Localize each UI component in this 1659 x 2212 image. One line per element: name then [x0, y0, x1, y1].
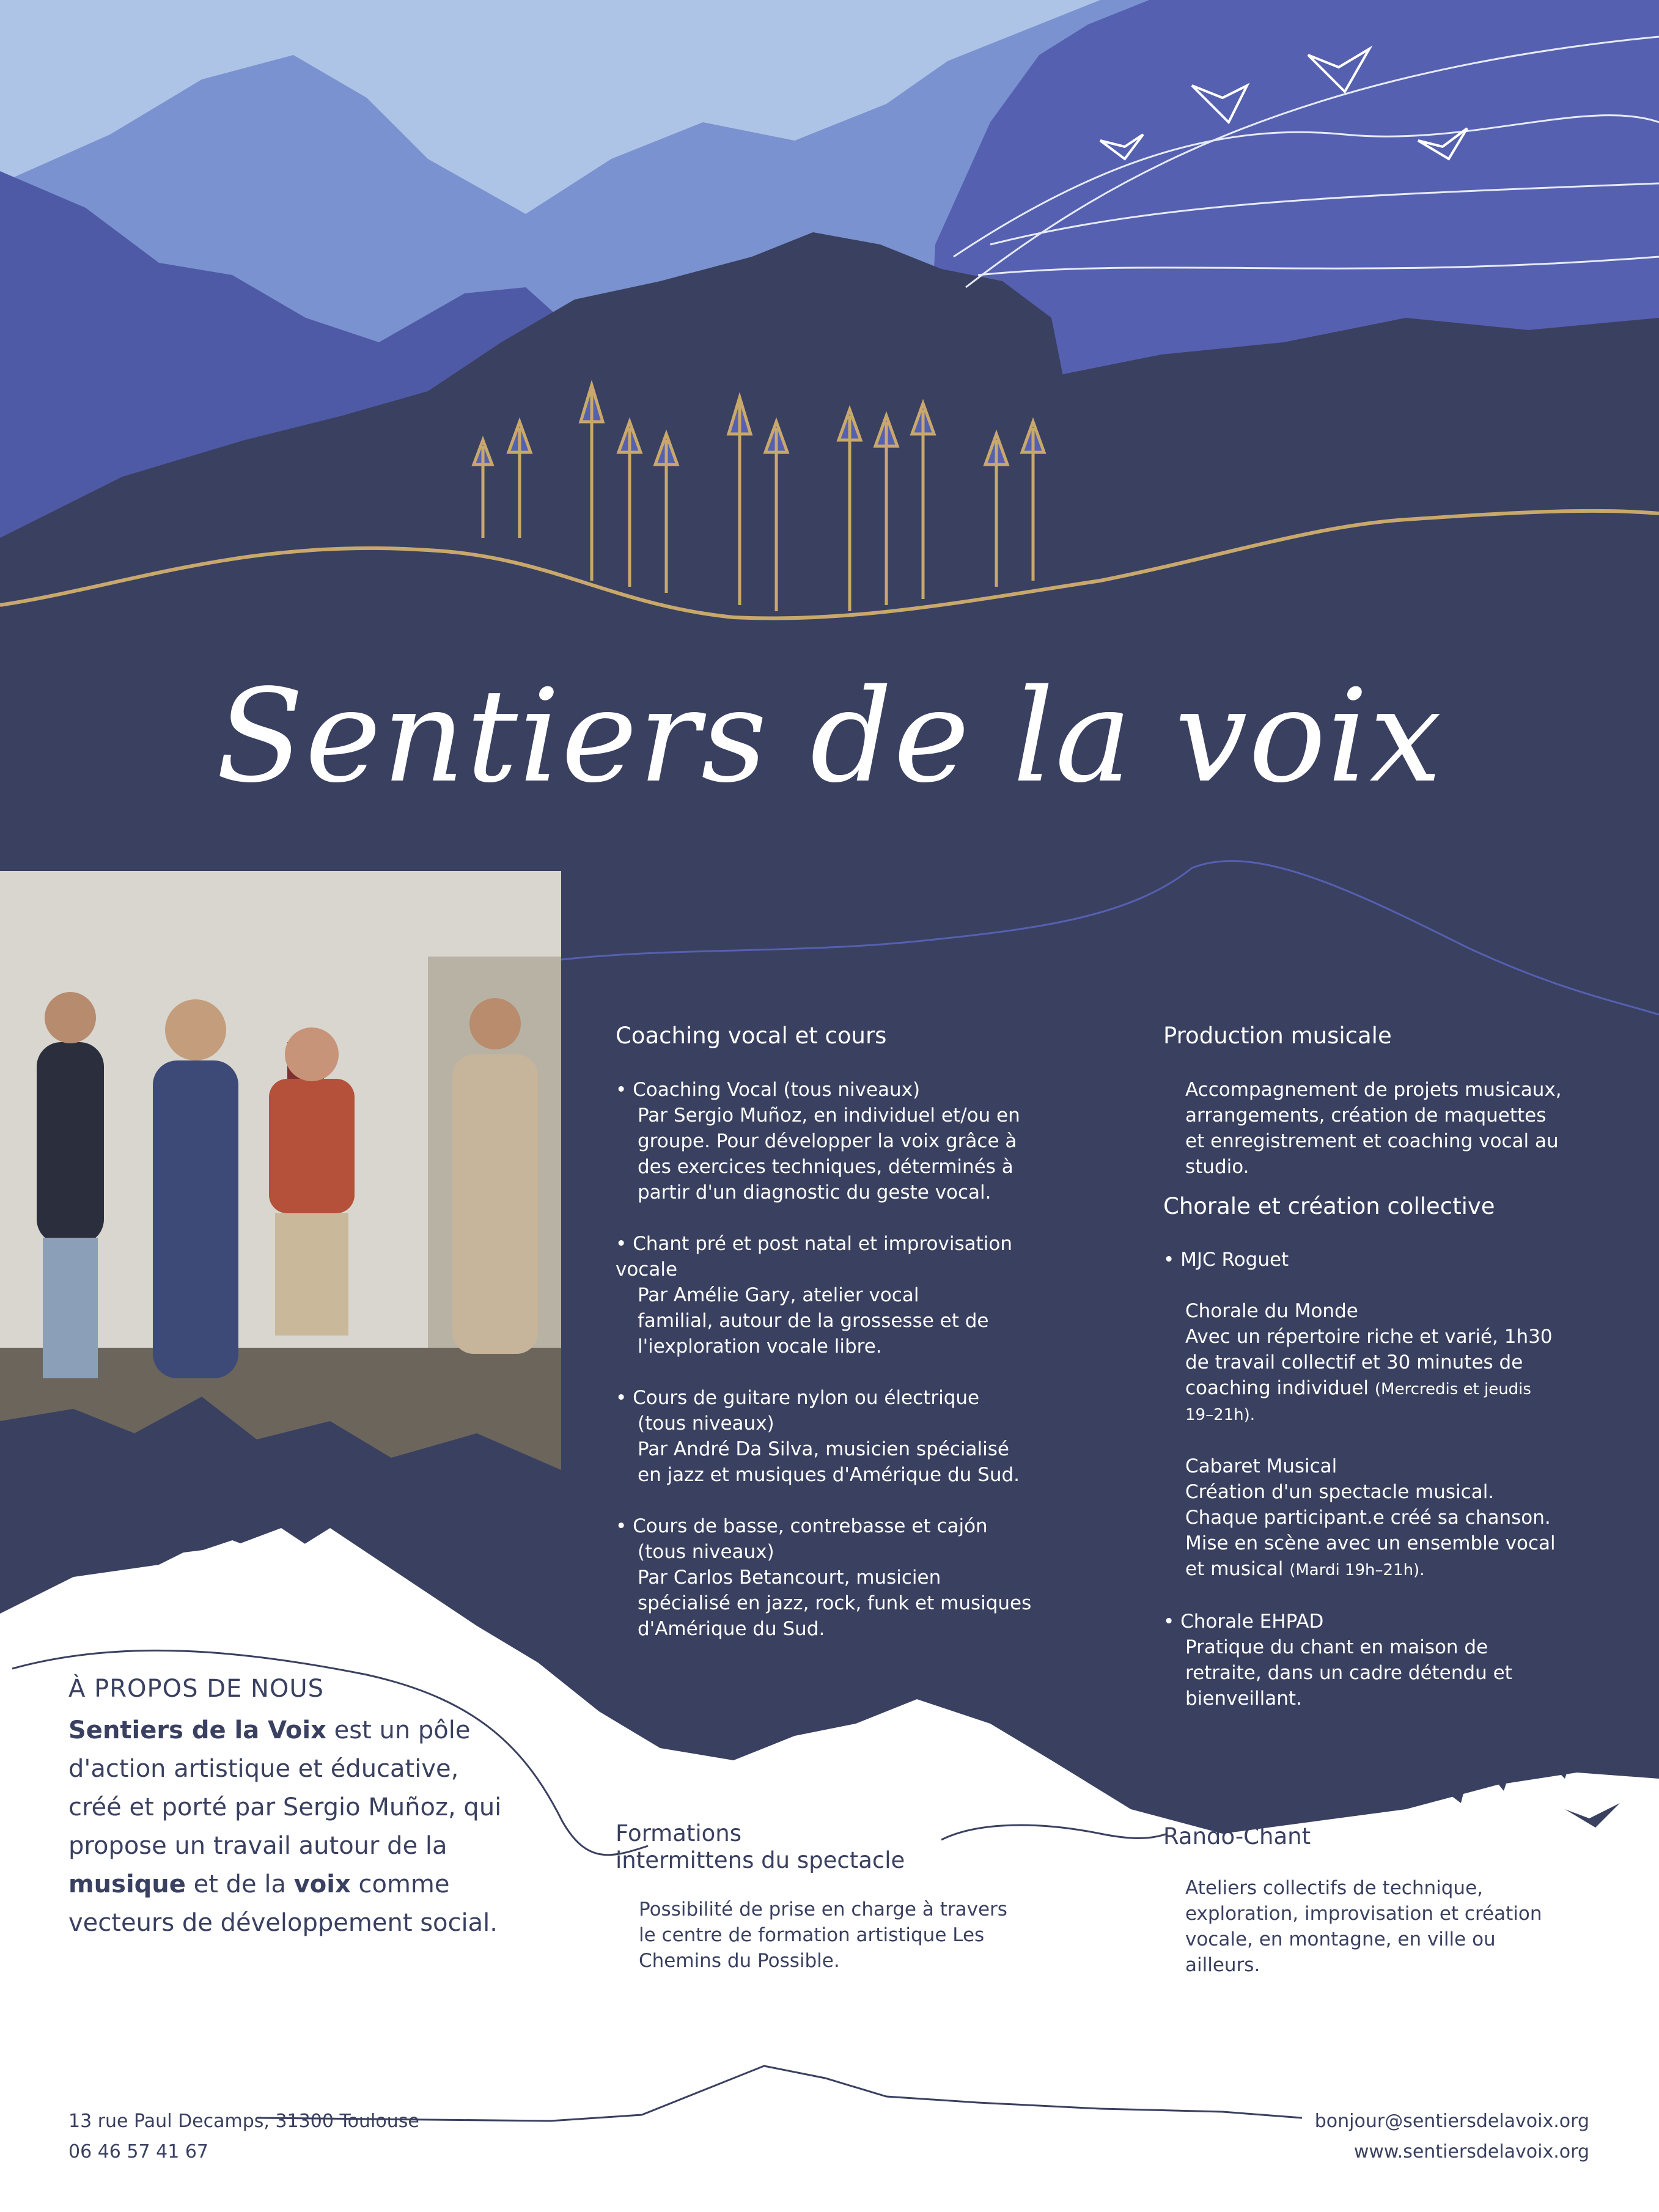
about-heading: À PROPOS DE NOUS	[68, 1675, 325, 1703]
production-line: arrangements, création de maquettes	[1185, 1104, 1547, 1126]
coaching-item-3-title: • Cours de guitare nylon ou électrique	[616, 1387, 980, 1409]
formations-line: Chemins du Possible.	[639, 1950, 840, 1972]
chorale-monde-note-2: 19–21h).	[1185, 1406, 1256, 1424]
chorale-cabaret-line: et musical	[1185, 1558, 1284, 1580]
coaching-item-4-line: Par Carlos Betancourt, musicien	[638, 1567, 941, 1589]
coaching-item-3-line: Par André Da Silva, musicien spécialisé	[638, 1438, 1009, 1460]
chorale-monde-title: Chorale du Monde	[1185, 1300, 1358, 1322]
about-text-part: est un pôle d'action artistique et éducative, créé et porté par Sergio Muñoz, qui propose un travail autour de la	[68, 1716, 502, 1860]
coaching-item-2-title: • Chant pré et post natal et improvisation	[616, 1233, 1012, 1255]
chorale-monde-note: (Mercredis et jeudis	[1374, 1380, 1531, 1398]
coaching-item-2-line: l'iexploration vocale libre.	[638, 1336, 882, 1358]
chorale-mjc: • MJC Roguet	[1163, 1249, 1289, 1271]
production-line: Accompagnement de projets musicaux,	[1185, 1079, 1562, 1101]
coaching-item-1-line: Par Sergio Muñoz, en individuel et/ou en	[638, 1104, 1020, 1126]
address: 13 rue Paul Decamps, 31300 Toulouse	[68, 2111, 419, 2132]
chorale-ehpad-line: Pratique du chant en maison de	[1185, 1636, 1488, 1658]
phone[interactable]: 06 46 57 41 67	[68, 2141, 209, 2162]
group-photo	[0, 871, 561, 1501]
about-text-part: comme vecteurs de développement social.	[68, 1870, 498, 1937]
coaching-item-4-title: • Cours de basse, contrebasse et cajón	[616, 1515, 988, 1537]
chorale-heading: Chorale et création collective	[1163, 1193, 1495, 1219]
coaching-heading: Coaching vocal et cours	[616, 1023, 887, 1049]
poster-title: Sentiers de la voix	[216, 661, 1443, 811]
coaching-item-1-line: groupe. Pour développer la voix grâce à	[638, 1130, 1017, 1152]
formations-heading-line-1: Formations	[616, 1820, 742, 1846]
coaching-item-4-line: spécialisé en jazz, rock, funk et musiques	[638, 1592, 1032, 1614]
email-link[interactable]: bonjour@sentiersdelavoix.org	[1314, 2111, 1589, 2132]
coaching-item-4-line: d'Amérique du Sud.	[638, 1618, 825, 1640]
rando-text	[1185, 1875, 1625, 1978]
chorale-monde-line: Avec un répertoire riche et varié, 1h30	[1185, 1326, 1553, 1348]
chorale-cabaret-line: Création d'un spectacle musical.	[1185, 1481, 1495, 1503]
coaching-item-1-line: partir d'un diagnostic du geste vocal.	[638, 1181, 991, 1203]
coaching-item-1-line: des exercices techniques, déterminés à	[638, 1156, 1013, 1178]
coaching-item-2-title-2: vocale	[616, 1258, 678, 1281]
coaching-item-2-line: Par Amélie Gary, atelier vocal	[638, 1284, 919, 1306]
about-music: musique	[68, 1870, 186, 1898]
chorale-cabaret-line: Chaque participant.e créé sa chanson.	[1185, 1507, 1551, 1529]
coaching-item-4-title-2: (tous niveaux)	[638, 1541, 774, 1563]
formations-line: Possibilité de prise en charge à travers	[639, 1898, 1007, 1920]
chorale-ehpad-line: bienveillant.	[1185, 1688, 1302, 1710]
formations-heading	[616, 1820, 905, 1874]
production-line: studio.	[1185, 1156, 1249, 1178]
chorale-cabaret-note: (Mardi 19h–21h).	[1289, 1561, 1425, 1579]
coaching-item-2-line: familial, autour de la grossesse et de	[638, 1310, 989, 1332]
footer-left	[68, 2106, 419, 2167]
rando-line: exploration, improvisation et création	[1185, 1903, 1542, 1925]
production-line: et enregistrement et coaching vocal au	[1185, 1130, 1559, 1152]
chorale-cabaret-title: Cabaret Musical	[1185, 1455, 1337, 1477]
coaching-list	[616, 1077, 1092, 1642]
about-text-part: et de la	[185, 1870, 294, 1898]
production-text	[1185, 1077, 1638, 1180]
formations-line: le centre de formation artistique Les	[639, 1924, 985, 1946]
rando-line: ailleurs.	[1185, 1954, 1260, 1976]
rando-heading: Rando-Chant	[1163, 1823, 1311, 1850]
coaching-item-3-title-2: (tous niveaux)	[638, 1413, 774, 1435]
coaching-item-3-line: en jazz et musiques d'Amérique du Sud.	[638, 1464, 1020, 1486]
about-text	[68, 1711, 509, 1942]
chorale-text	[1163, 1247, 1640, 1711]
about-voice: voix	[293, 1870, 351, 1898]
about-brand: Sentiers de la Voix	[68, 1716, 326, 1744]
coaching-item-1-title: • Coaching Vocal (tous niveaux)	[616, 1079, 921, 1101]
footer-right	[1315, 2106, 1589, 2167]
rando-line: Ateliers collectifs de technique,	[1185, 1877, 1484, 1899]
chorale-monde-line: de travail collectif et 30 minutes de	[1185, 1351, 1523, 1373]
chorale-ehpad-line: retraite, dans un cadre détendu et	[1185, 1662, 1512, 1684]
website-link[interactable]: www.sentiersdelavoix.org	[1353, 2141, 1589, 2162]
formations-heading-line-2: intermittens du spectacle	[616, 1847, 905, 1873]
chorale-ehpad: • Chorale EHPAD	[1163, 1611, 1324, 1633]
chorale-monde-line: coaching individuel	[1185, 1377, 1369, 1399]
production-heading: Production musicale	[1163, 1023, 1392, 1049]
chorale-cabaret-line: Mise en scène avec un ensemble vocal	[1185, 1532, 1556, 1554]
rando-line: vocale, en montagne, en ville ou	[1185, 1928, 1496, 1950]
formations-text	[639, 1897, 1079, 1974]
